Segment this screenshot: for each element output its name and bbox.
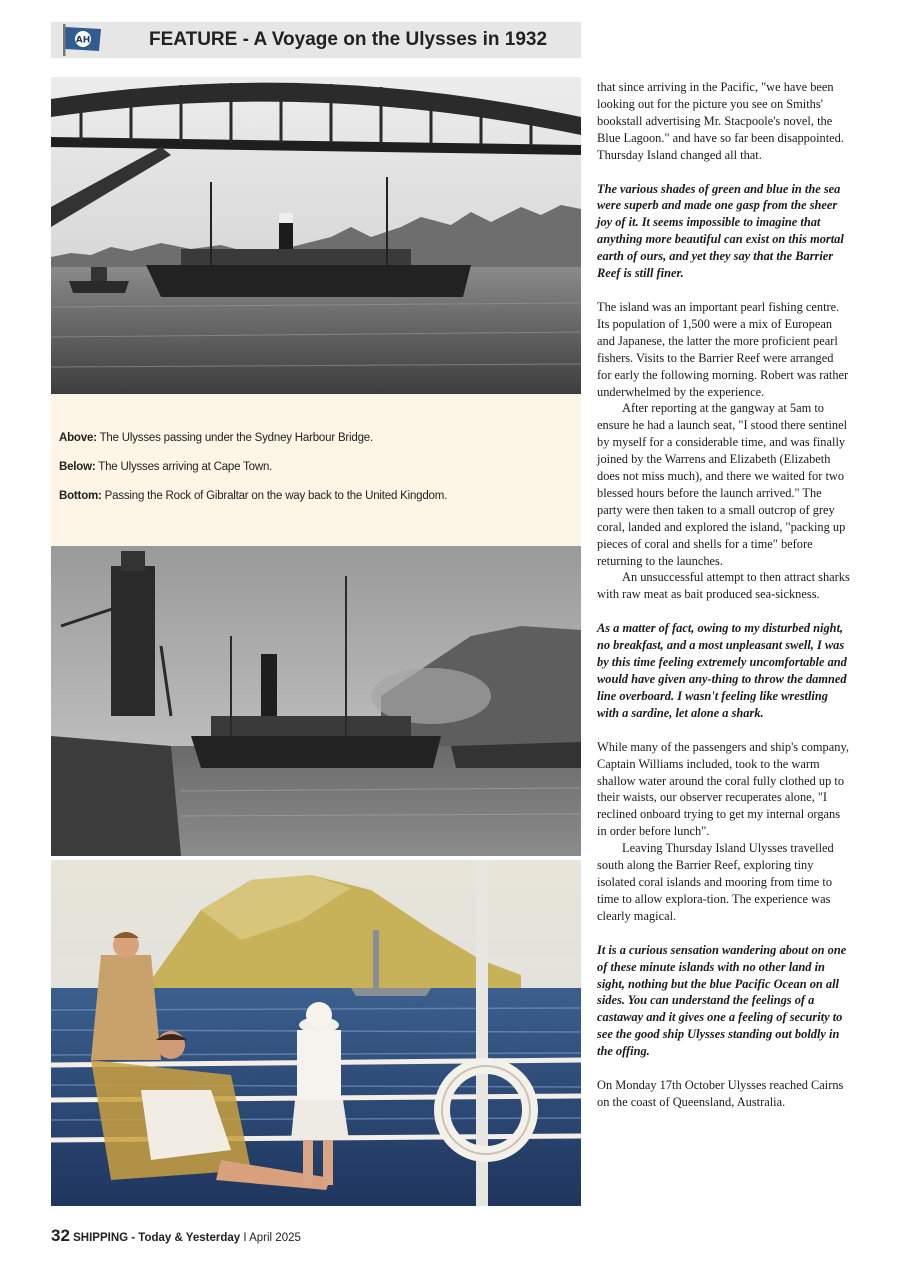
footer-separator: I bbox=[240, 1232, 250, 1244]
paragraph: While many of the passengers and ship's company, Captain Williams included, took to the warm shallow water around the coral fully clothed up to their waists, our observer recuperates alone, "I reclined onboard trying to get my internal organs in order before lunch". bbox=[597, 739, 849, 839]
quote-paragraph: As a matter of fact, owing to my disturbed night, no breakfast, and a most unpleasant swell, I was by this time feeling extremely uncomfortable and would have given any-thing to throw the damned line overboard. I wasn't feeling like wrestling with a sardine, let alone a shark. bbox=[597, 621, 847, 720]
issue-date: April 2025 bbox=[249, 1232, 301, 1244]
photo-sydney-harbour-bridge bbox=[51, 77, 581, 394]
article-column bbox=[597, 79, 850, 1111]
paragraph: Leaving Thursday Island Ulysses travelled south along the Barrier Reef, exploring tiny isolated coral islands and mooring from time to time to allow explora-tion. The experience was clearly magical. bbox=[597, 841, 834, 923]
photo-cape-town bbox=[51, 546, 581, 856]
photo-captions bbox=[51, 394, 581, 546]
caption-label: Above: bbox=[59, 432, 97, 444]
paragraph: After reporting at the gangway at 5am to ensure he had a launch seat, "I stood there sentinel by myself for a considerable time, and was finally joined by the Warrens and Elizabeth (Elizabeth does not miss much), and there we waited for two blessed hours before the launch arrived." The party were then taken to a small outcrop of grey coral, landed and explored the island, "packing up pieces of coral and shells for a time" before returning to the launches. bbox=[597, 401, 848, 568]
publication-name: SHIPPING - Today & Yesterday bbox=[69, 1232, 241, 1244]
photo-gibraltar-painting bbox=[51, 860, 581, 1206]
logo-text: AH bbox=[75, 35, 91, 46]
quote-paragraph: The various shades of green and blue in the sea were superb and made one gasp from the sheer joy of it. It seems impossible to imagine that anything more beautiful can exist on this mortal earth of ours, and yet they say that the Barrier Reef is still finer. bbox=[597, 181, 844, 281]
caption-below bbox=[59, 461, 573, 473]
paragraph: On Monday 17th October Ulysses reached Cairns on the coast of Queensland, Australia. bbox=[597, 1078, 844, 1109]
page-number: 32 bbox=[51, 1226, 70, 1245]
paragraph: An unsuccessful attempt to then attract sharks with raw meat as bait produced sea-sickness. bbox=[597, 570, 850, 602]
paragraph: that since arriving in the Pacific, "we have been looking out for the picture you see on Smiths' bookstall advertising Mr. Stacpoole's novel, the Blue Lagoon." and have so far been disappointed. Thursday Island changed all that. bbox=[597, 80, 844, 162]
quote-paragraph: It is a curious sensation wandering about on one of these minute islands with no other land in sight, nothing but the blue Pacific Ocean on all sides. You can understand the feelings of a castaway and it gives one a feeling of security to see the good ship Ulysses standing out boldly in the offing. bbox=[597, 942, 847, 1059]
page-title: FEATURE - A Voyage on the Ulysses in 1932 bbox=[149, 29, 548, 50]
caption-label: Below: bbox=[59, 461, 96, 473]
caption-bottom bbox=[59, 490, 573, 502]
house-flag-icon bbox=[61, 24, 105, 56]
page-footer bbox=[51, 1226, 301, 1246]
caption-label: Bottom: bbox=[59, 490, 102, 502]
caption-above bbox=[59, 432, 573, 444]
caption-text: Passing the Rock of Gibraltar on the way back to the United Kingdom. bbox=[101, 490, 448, 502]
feature-header bbox=[51, 22, 581, 58]
paragraph: The island was an important pearl fishing centre. Its population of 1,500 were a mix of European and Japanese, the latter the more proficient pearl fishers. Visits to the Barrier Reef were arranged for early the following morning. Robert was rather underwhelmed by the experience. bbox=[597, 299, 849, 399]
caption-text: The Ulysses passing under the Sydney Harbour Bridge. bbox=[96, 432, 373, 444]
caption-text: The Ulysses arriving at Cape Town. bbox=[95, 461, 273, 473]
